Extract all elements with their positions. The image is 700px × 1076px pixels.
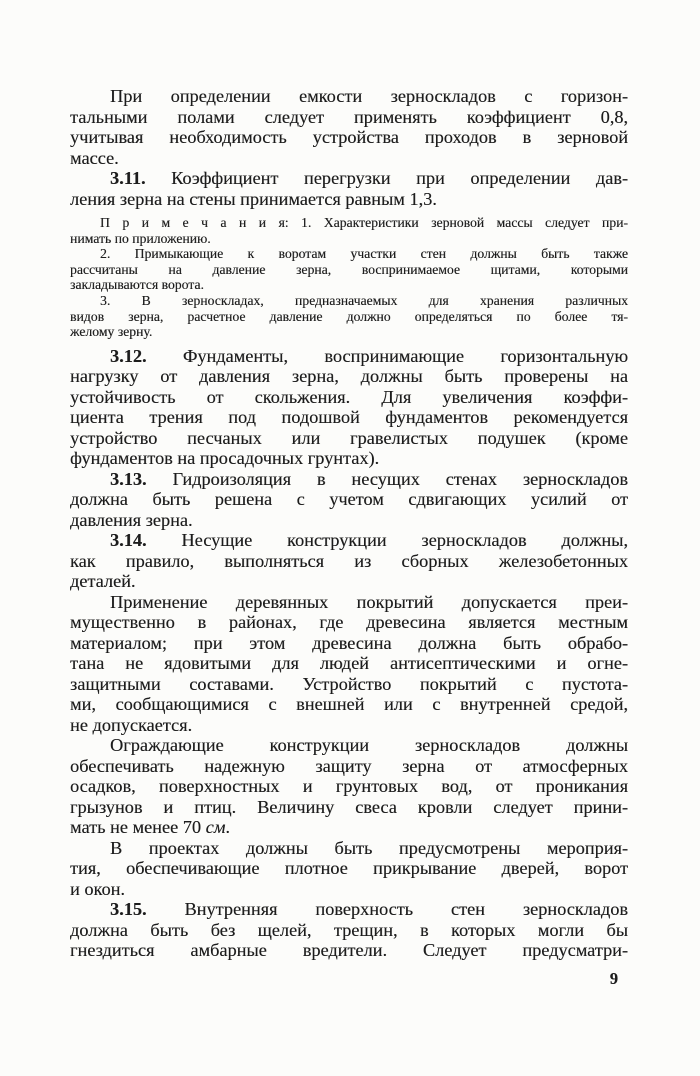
text-line: 3. В зерноскладах, предназначаемых для хранения различных	[100, 292, 628, 308]
text-line: учитывая необходимость устройства проходов в зерновой	[70, 127, 628, 147]
text-line: обеспечивать надежную защиту зерна от атмосферных	[70, 755, 628, 776]
paragraph	[70, 899, 628, 961]
section-number: 3.13.	[110, 468, 147, 489]
text-line: давления зерна.	[70, 509, 193, 530]
text-block	[70, 86, 628, 961]
text-line: устройство песчаных или гравелистых подушек (кроме	[70, 427, 628, 448]
text-line: В проектах должны быть предусмотрены мероприя-	[110, 837, 628, 858]
note-paragraph	[70, 293, 628, 340]
text-line: закладываются ворота.	[70, 277, 204, 293]
section-number: 3.14.	[110, 530, 147, 551]
text-line: тия, обеспечивающие плотное прикрывание дверей, ворот	[70, 858, 628, 879]
paragraph	[70, 530, 628, 592]
italic-text: см	[205, 817, 226, 838]
text-line: рассчитаны на давление зерна, воспринимаемое щитами, которыми	[70, 261, 628, 277]
text-line: 3.15. Внутренняя поверхность стен зерноскладов	[110, 899, 628, 920]
text-line: материалом; при этом древесина должна быть обрабо-	[70, 632, 628, 653]
text-line: нимать по приложению.	[70, 230, 211, 246]
paragraph	[70, 346, 628, 469]
text-line: Применение деревянных покрытий допускается преи-	[110, 591, 628, 612]
paragraph	[70, 86, 628, 168]
text-line: тана не ядовитыми для людей антисептическими и огне-	[70, 653, 628, 674]
section-number: 3.11.	[110, 168, 146, 188]
page-number: 9	[609, 969, 618, 988]
text-line: должна быть решена с учетом сдвигающих усилий от	[70, 489, 628, 510]
text-line: 3.14. Несущие конструкции зерноскладов должны,	[110, 530, 628, 551]
text-line: нагрузку от давления зерна, должны быть проверены на	[70, 366, 628, 387]
text-line: массе.	[70, 147, 119, 168]
text-line: фундаментов на просадочных грунтах).	[70, 448, 380, 469]
text-line: и окон.	[70, 878, 125, 899]
text-line: должна быть без щелей, трещин, в которых могли бы	[70, 919, 628, 940]
text-line: 3.13. Гидроизоляция в несущих стенах зерноскладов	[110, 468, 628, 489]
note-paragraph	[70, 246, 628, 293]
text-line: При определении емкости зерноскладов с горизон-	[110, 86, 628, 106]
text-line: осадков, поверхностных и грунтовых вод, от проникания	[70, 776, 628, 797]
text-line: гнездиться амбарные вредители. Следует предусматри-	[70, 940, 628, 961]
text-line: защитными составами. Устройство покрытий с пустота-	[70, 673, 628, 694]
text-line: циента трения под подошвой фундаментов рекомендуется	[70, 407, 628, 428]
text-line: устойчивость от скольжения. Для увеличения коэффи-	[70, 386, 628, 407]
text-line: ми, сообщающимися с внешней или с внутренней средой,	[70, 694, 628, 715]
text-line: П р и м е ч а н и я: 1. Характеристики зерновой массы следует при-	[100, 215, 628, 230]
text-line: деталей.	[70, 571, 136, 592]
text-line: видов зерна, расчетное давление должно определяться по более тя-	[70, 308, 628, 324]
text-line: тальными полами следует применять коэффициент 0,8,	[70, 106, 628, 127]
text-line: как правило, выполняться из сборных железобетонных	[70, 550, 628, 571]
text-line: грызунов и птиц. Величину свеса кровли следует прини-	[70, 796, 628, 817]
paragraph	[70, 469, 628, 531]
paragraph	[70, 735, 628, 838]
text-line: Ограждающие конструкции зерноскладов должны	[110, 735, 628, 756]
note-paragraph	[70, 215, 628, 246]
section-number: 3.15.	[110, 899, 147, 920]
paragraph	[70, 168, 628, 209]
text-line: мущественно в районах, где древесина является местным	[70, 612, 628, 633]
paragraph	[70, 838, 628, 900]
text-line: мать не менее 70 см.	[70, 817, 230, 838]
text-line: 3.12. Фундаменты, воспринимающие горизонтальную	[110, 345, 628, 366]
text-line: не допускается.	[70, 714, 193, 735]
section-number: 3.12.	[110, 345, 147, 366]
paragraph	[70, 592, 628, 736]
text-line: ления зерна на стены принимается равным 1,3.	[70, 188, 437, 209]
text-line: 3.11. Коэффициент перегрузки при определении дав-	[110, 168, 628, 188]
text-line: 2. Примыкающие к воротам участки стен должны быть также	[100, 246, 628, 262]
text-line: желому зерну.	[70, 324, 153, 340]
